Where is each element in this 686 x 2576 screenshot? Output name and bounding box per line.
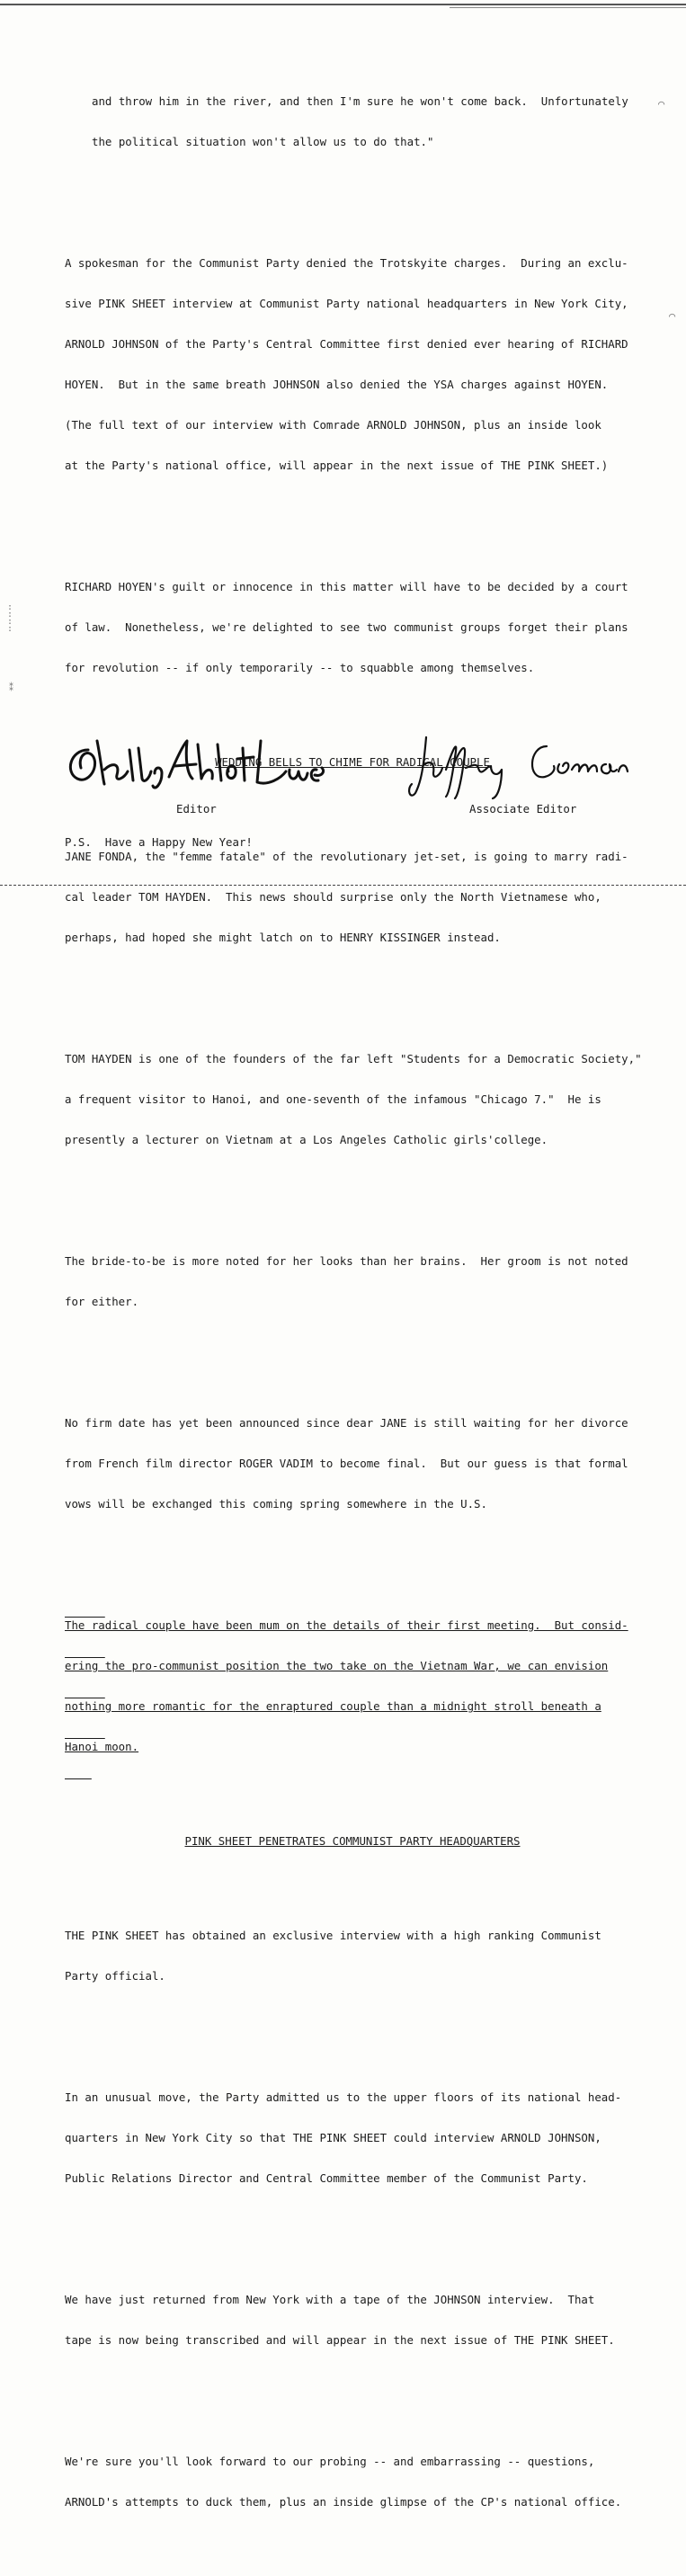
top-rule-secondary <box>450 7 686 8</box>
paragraph-spokesman <box>65 229 640 499</box>
margin-mark: : : : : <box>7 602 13 634</box>
caption-editor: Editor <box>176 802 217 816</box>
text-line: at the Party's national office, will appear in the next issue of THE PINK SHEET.) <box>65 459 609 472</box>
margin-mark: ⌒ <box>658 97 665 110</box>
text-line: In an unusual move, the Party admitted us to the upper floors of its national head- <box>65 2090 622 2104</box>
text-line: No firm date has yet been announced since dear JANE is still waiting for her divorce <box>65 1416 628 1430</box>
heading-wedding-bells: WEDDING BELLS TO CHIME FOR RADICAL COUPLE <box>215 755 490 769</box>
paragraph-date <box>65 1389 640 1538</box>
text-line: and throw him in the river, and then I'm sure he won't come back. Unfortunately <box>92 94 628 108</box>
text-line: Hanoi moon. <box>65 1740 139 1753</box>
signature-block <box>0 728 686 827</box>
paragraph-bride <box>65 1227 640 1335</box>
paragraph-forward <box>65 2428 640 2536</box>
text-line: We're sure you'll look forward to our probing -- and embarrassing -- questions, <box>65 2455 595 2468</box>
text-line: THE PINK SHEET has obtained an exclusive interview with a high ranking Communist <box>65 1929 601 1942</box>
text-line: We have just returned from New York with a tape of the JOHNSON interview. That <box>65 2293 595 2306</box>
paragraph-hoyen <box>65 553 640 701</box>
text-line: The bride-to-be is more noted for her looks than her brains. Her groom is not noted <box>65 1254 628 1268</box>
text-line: perhaps, had hoped she might latch on to HENRY KISSINGER instead. <box>65 931 501 944</box>
body-text <box>65 40 640 2576</box>
text-line: JANE FONDA, the "femme fatale" of the revolutionary jet-set, is going to marry radi- <box>65 850 628 863</box>
text-line: HOYEN. But in the same breath JOHNSON also denied the YSA charges against HOYEN. <box>65 378 609 391</box>
text-line: from French film director ROGER VADIM to become final. But our guess is that formal <box>65 1457 628 1470</box>
bottom-rule <box>0 885 686 886</box>
paragraph-unusual <box>65 2063 640 2212</box>
text-line: presently a lecturer on Vietnam at a Los Angeles Catholic girls'college. <box>65 1133 548 1146</box>
text-line: nothing more romantic for the enraptured couple than a midnight stroll beneath a <box>65 1699 601 1713</box>
text-line: vows will be exchanged this coming spring somewhere in the U.S. <box>65 1497 487 1511</box>
paragraph-hayden <box>65 1025 640 1173</box>
opening-paragraph <box>65 67 640 175</box>
text-line: a frequent visitor to Hanoi, and one-seventh of the infamous "Chicago 7." He is <box>65 1092 601 1106</box>
text-line: TOM HAYDEN is one of the founders of the far left "Students for a Democratic Society," <box>65 1052 642 1065</box>
text-line: of law. Nonetheless, we're delighted to see two communist groups forget their plans <box>65 620 628 634</box>
text-line: The radical couple have been mum on the details of their first meeting. But consid- <box>65 1618 628 1632</box>
text-line: A spokesman for the Communist Party denied the Trotskyite charges. During an exclu- <box>65 256 628 270</box>
postscript: P.S. Have a Happy New Year! <box>65 835 253 849</box>
text-line: quarters in New York City so that THE PINK SHEET could interview ARNOLD JOHNSON, <box>65 2131 601 2144</box>
text-line: sive PINK SHEET interview at Communist Party national headquarters in New York City, <box>65 297 628 310</box>
text-line: ARNOLD's attempts to duck them, plus an inside glimpse of the CP's national office. <box>65 2495 622 2509</box>
text-line: the political situation won't allow us to do that." <box>92 135 434 148</box>
margin-mark: ⌒ <box>669 309 676 322</box>
heading-pink-sheet: PINK SHEET PENETRATES COMMUNIST PARTY HEADQUARTERS <box>184 1834 521 1848</box>
paragraph-returned <box>65 2266 640 2374</box>
text-line: ering the pro-communist position the two take on the Vietnam War, we can envision <box>65 1659 609 1672</box>
text-line: RICHARD HOYEN's guilt or innocence in this matter will have to be decided by a court <box>65 580 628 593</box>
caption-associate-editor: Associate Editor <box>469 802 577 816</box>
text-line: for revolution -- if only temporarily -- to squabble among themselves. <box>65 661 535 674</box>
text-line: Public Relations Director and Central Committee member of the Communist Party. <box>65 2171 588 2185</box>
top-rule <box>0 4 686 5</box>
signature-editor <box>61 732 326 795</box>
signature-associate-editor <box>403 730 632 802</box>
text-line: (The full text of our interview with Comrade ARNOLD JOHNSON, plus an inside look <box>65 418 601 432</box>
text-line: ARNOLD JOHNSON of the Party's Central Committee first denied ever hearing of RICHARD <box>65 337 628 351</box>
text-line: for either. <box>65 1295 139 1308</box>
paragraph-obtained <box>65 1902 640 2010</box>
text-line: tape is now being transcribed and will appear in the next issue of THE PINK SHEET. <box>65 2333 615 2347</box>
text-line: Party official. <box>65 1969 165 1983</box>
margin-mark: ⁑ <box>9 683 13 693</box>
paragraph-couple-underlined <box>65 1591 640 1780</box>
text-line: cal leader TOM HAYDEN. This news should surprise only the North Vietnamese who, <box>65 890 601 904</box>
